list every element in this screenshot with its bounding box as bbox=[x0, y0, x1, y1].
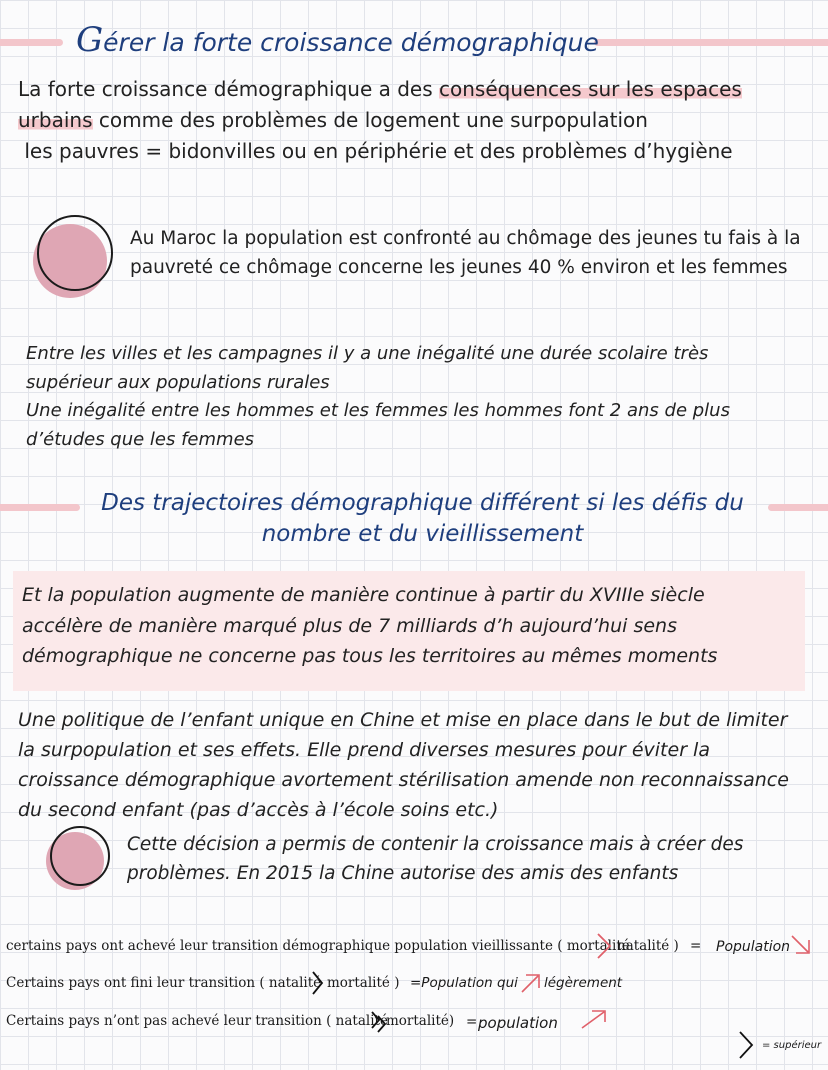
heading-2: Des trajectoires démographique différent si les défis du nombre et du vieillissement bbox=[101, 490, 744, 547]
highlight-consequences: conséquences sur les espaces bbox=[439, 77, 742, 101]
heading-2-rule-left bbox=[0, 504, 80, 511]
paragraph-maroc: Au Maroc la population est confronté au chômage des jeunes tu fais à la pauvreté ce chômage concerne les jeunes 40 % environ et les femmes bbox=[130, 228, 801, 278]
heading-2-rule-right bbox=[768, 504, 828, 511]
greater-than-icon bbox=[596, 932, 614, 960]
note-line-3-population: population bbox=[478, 1014, 558, 1032]
arrow-down-right-icon bbox=[790, 934, 812, 956]
note-line-2: Certains pays ont fini leur transition ( natalité bbox=[6, 975, 322, 991]
heading-rule-right bbox=[594, 39, 828, 46]
note-line-1-natalite: natalité ) bbox=[617, 938, 679, 954]
note-line-1-equals: = bbox=[690, 938, 702, 954]
legend-superieur: = supérieur bbox=[762, 1040, 822, 1051]
note-line-2-mortalite: mortalité ) bbox=[327, 975, 400, 991]
paragraph-population-growth: Et la population augmente de manière continue à partir du XVIIIe siècle accélère de manière marqué plus de 7 milliards d’h aujourd’hui sens démographique ne concerne pas tous les territoires au mêmes moments bbox=[22, 584, 718, 667]
note-line-1: certains pays ont achevé leur transition démographique population vieillissante ( mortalité bbox=[6, 938, 630, 954]
note-line-3-mortalite: mortalité) bbox=[386, 1013, 455, 1029]
bullet-ring-icon bbox=[37, 215, 113, 291]
paragraph-inegalites: Entre les villes et les campagnes il y a une inégalité une durée scolaire très supérieur aux populations rurales Une inégalité entre les hommes et les femmes les hommes font 2 ans de plus d’études que les femmes bbox=[26, 343, 730, 450]
greater-than-icon bbox=[311, 970, 325, 996]
highlight-urbains: urbains bbox=[18, 108, 93, 132]
note-line-2-legerement: légèrement bbox=[544, 975, 623, 991]
paragraph-china-decision: Cette décision a permis de contenir la croissance mais à créer des problèmes. En 2015 la Chine autorise des amis des enfants bbox=[127, 834, 744, 884]
note-line-3: Certains pays n’ont pas achevé leur transition ( natalité bbox=[6, 1013, 388, 1029]
note-line-3-equals: = bbox=[466, 1014, 478, 1030]
heading-1-initial: G bbox=[76, 20, 104, 60]
legend-greater-than-icon bbox=[738, 1030, 756, 1060]
note-line-1-population: Population bbox=[716, 939, 791, 955]
paragraph-urban-consequences: La forte croissance démographique a des conséquences sur les espaces urbains comme des problèmes de logement une surpopulation les pauvres = bidonvilles ou en périphérie et des problèmes d’hygiène bbox=[18, 77, 742, 163]
heading-rule-left bbox=[0, 39, 63, 46]
bullet-ring-icon bbox=[50, 826, 110, 886]
arrow-up-right-icon bbox=[520, 972, 542, 994]
note-line-2-population: =Population qui bbox=[410, 975, 518, 991]
arrow-up-right-icon bbox=[580, 1008, 608, 1030]
paragraph-china-policy: Une politique de l’enfant unique en Chine et mise en place dans le but de limiter la surpopulation et ses effets. Elle prend diverses mesures pour éviter la croissance démographique avortement stérilisation amende non reconnaissance du second enfant (pas d’accès à l’école soins etc.) bbox=[18, 709, 789, 821]
heading-1 bbox=[76, 20, 599, 60]
heading-1-text: érer la forte croissance démographique bbox=[103, 28, 599, 57]
